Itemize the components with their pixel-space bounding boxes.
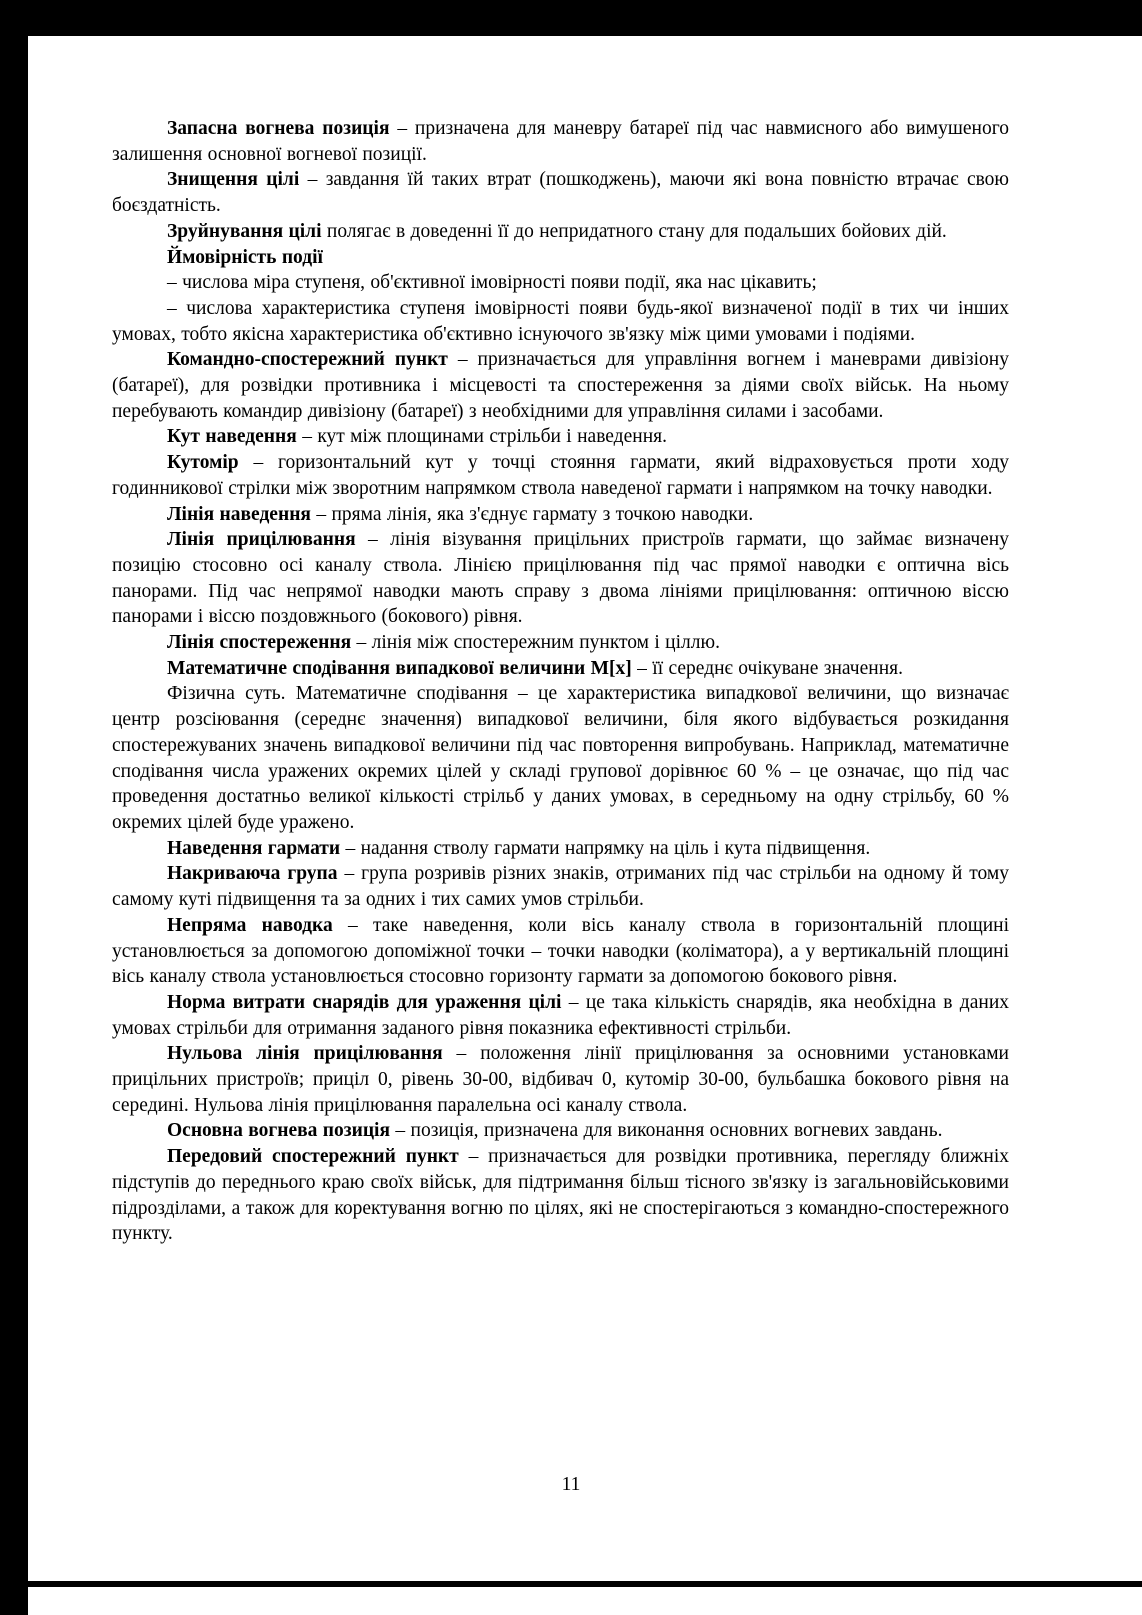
paragraph bbox=[112, 502, 1009, 528]
term-label: Кут наведення bbox=[167, 426, 297, 448]
term-label: Наведення гармати bbox=[167, 837, 341, 859]
term-label: Математичне сподівання випадкової величини М[х] bbox=[167, 657, 632, 679]
paragraph bbox=[112, 219, 1009, 245]
paragraph bbox=[112, 1041, 1009, 1118]
term-label: Непряма наводка bbox=[167, 914, 333, 936]
paragraph bbox=[112, 296, 1009, 347]
definition-text: – це така кількість снарядів, яка необхідна в даних умовах стрільби для отримання заданого рівня показника ефективності стрільби. bbox=[112, 991, 1009, 1039]
term-label: Кутомір bbox=[167, 452, 239, 474]
paragraph bbox=[112, 913, 1009, 990]
paragraph bbox=[112, 116, 1009, 167]
term-label: Основна вогнева позиція bbox=[167, 1120, 391, 1142]
paragraph bbox=[112, 1118, 1009, 1144]
paragraph bbox=[112, 861, 1009, 912]
paragraph bbox=[112, 527, 1009, 630]
scan-edge-left bbox=[0, 0, 28, 1615]
definition-text: полягає в доведенні її до непридатного стану для подальших бойових дій. bbox=[321, 220, 947, 242]
definition-text: – призначається для управління вогнем і маневрами дивізіону (батареї), для розвідки противника і місцевості та спостереження за діями своїх військ. На ньому перебувають командир дивізіону (батареї) з необхідними для управління силами і засобами. bbox=[112, 349, 1009, 422]
term-label: Знищення цілі bbox=[167, 169, 300, 191]
term-label: Лінія спостереження bbox=[167, 632, 352, 654]
paragraph bbox=[112, 167, 1009, 218]
paragraph bbox=[112, 1144, 1009, 1247]
scan-edge-bottom-line bbox=[0, 1581, 1142, 1587]
paragraph bbox=[112, 450, 1009, 501]
definition-text: – таке наведення, коли вісь каналу ствола в горизонтальній площині установлюється за допомогою допоміжної точки – точки наводки (коліматора), а у вертикальній площині вісь каналу ствола установлюється стосовно горизонту гармати за допомогою бокового рівня. bbox=[112, 914, 1010, 988]
paragraph bbox=[112, 656, 1009, 682]
definition-text: – пряма лінія, яка з'єднує гармату з точкою наводки. bbox=[310, 503, 754, 525]
definition-text: – призначається для розвідки противника, перегляду ближніх підступів до переднього краю своїх військ, для підтримання більш тісного зв'язку із загальновійськовими підрозділами, а також для коректування вогню по цілях, які не спостерігаються з командно-спостережного пункту. bbox=[112, 1146, 1009, 1245]
term-label: Лінія наведення bbox=[167, 503, 311, 525]
definition-text: – числова міра ступеня, об'єктивної імовірності появи події, яка нас цікавить; bbox=[167, 272, 817, 294]
paragraph bbox=[112, 630, 1009, 656]
definition-text: – положення лінії прицілювання за основними установками прицільних пристроїв; приціл 0, рівень 30-00, відбивач 0, кутомір 30-00, бульбашка бокового рівня на середині. Нульова лінія прицілювання паралельна осі каналу ствола. bbox=[112, 1043, 1009, 1116]
term-label: Ймовірність події bbox=[167, 246, 323, 268]
definition-text: – горизонтальний кут у точці стояння гармати, який відраховується проти ходу годинникової стрілки між зворотним напрямком ствола наведеної гармати і напрямком на точку наводки. bbox=[112, 452, 1009, 499]
term-label: Зруйнування цілі bbox=[167, 220, 322, 242]
term-label: Запасна вогнева позиція bbox=[167, 118, 390, 139]
definition-text: – числова характеристика ступеня імовірності появи будь-якої визначеної події в тих чи інших умовах, тобто якісна характеристика об'єктивно існуючого зв'язку між цими умовами і подіями. bbox=[112, 297, 1009, 345]
term-label: Командно-спостережний пункт bbox=[167, 349, 448, 371]
paragraph bbox=[112, 836, 1009, 862]
term-label: Передовий спостережний пункт bbox=[167, 1146, 459, 1168]
scan-edge-top bbox=[0, 0, 1142, 36]
term-label: Накриваюча група bbox=[167, 863, 338, 885]
definition-text: – надання стволу гармати напрямку на ціль і кута підвищення. bbox=[340, 837, 871, 859]
paragraph bbox=[112, 347, 1009, 424]
paragraph bbox=[112, 270, 1009, 296]
term-label: Норма витрати снарядів для ураження цілі bbox=[167, 991, 562, 1013]
paragraph bbox=[112, 990, 1009, 1041]
definition-text: – лінія візування прицільних пристроїв гармати, що займає визначену позицію стосовно осі каналу ствола. Лінією прицілювання під час прямої наводки є оптична вісь панорами. Під час непрямої наводки мають справу з двома лініями прицілювання: оптичною віссю панорами і віссю поздовжнього (бокового) рівня. bbox=[112, 529, 1009, 628]
definition-text: – кут між площинами стрільби і наведення. bbox=[296, 426, 667, 448]
definition-text: – її середнє очікуване значення. bbox=[631, 657, 903, 679]
page-number: 11 bbox=[561, 1474, 581, 1495]
paragraph bbox=[112, 245, 1009, 271]
definition-text: – призначена для маневру батареї під час навмисного або вимушеного залишення основної вогневої позиції. bbox=[112, 118, 1009, 165]
paragraph bbox=[112, 681, 1009, 835]
definition-text: – група розривів різних знаків, отриманих під час стрільби на одному й тому самому куті підвищення та за одних і тих самих умов стрільби. bbox=[112, 863, 1009, 911]
document-body bbox=[112, 116, 1009, 1247]
paragraph bbox=[112, 424, 1009, 450]
definition-text: – позиція, призначена для виконання основних вогневих завдань. bbox=[390, 1120, 943, 1142]
definition-text: Фізична суть. Математичне сподівання – це характеристика випадкової величини, що визначає центр розсіювання (середнє значення) випадкової величини, біля якого відбувається розкидання спостережуваних значень випадкової величини під час повторення випробувань. Наприклад, математичне сподівання числа уражених окремих цілей у складі групової дорівнює 60 % – це означає, що під час проведення достатньо великої кількості стрільб у даних умовах, в середньому на одну стрільбу, 60 % окремих цілей буде уражено. bbox=[112, 683, 1009, 833]
term-label: Лінія прицілювання bbox=[167, 529, 356, 551]
definition-text: – завдання їй таких втрат (пошкоджень), маючи які вона повністю втрачає свою боєздатність. bbox=[112, 169, 1009, 217]
definition-text: – лінія між спостережним пунктом і ціллю. bbox=[351, 632, 720, 654]
term-label: Нульова лінія прицілювання bbox=[167, 1043, 443, 1065]
